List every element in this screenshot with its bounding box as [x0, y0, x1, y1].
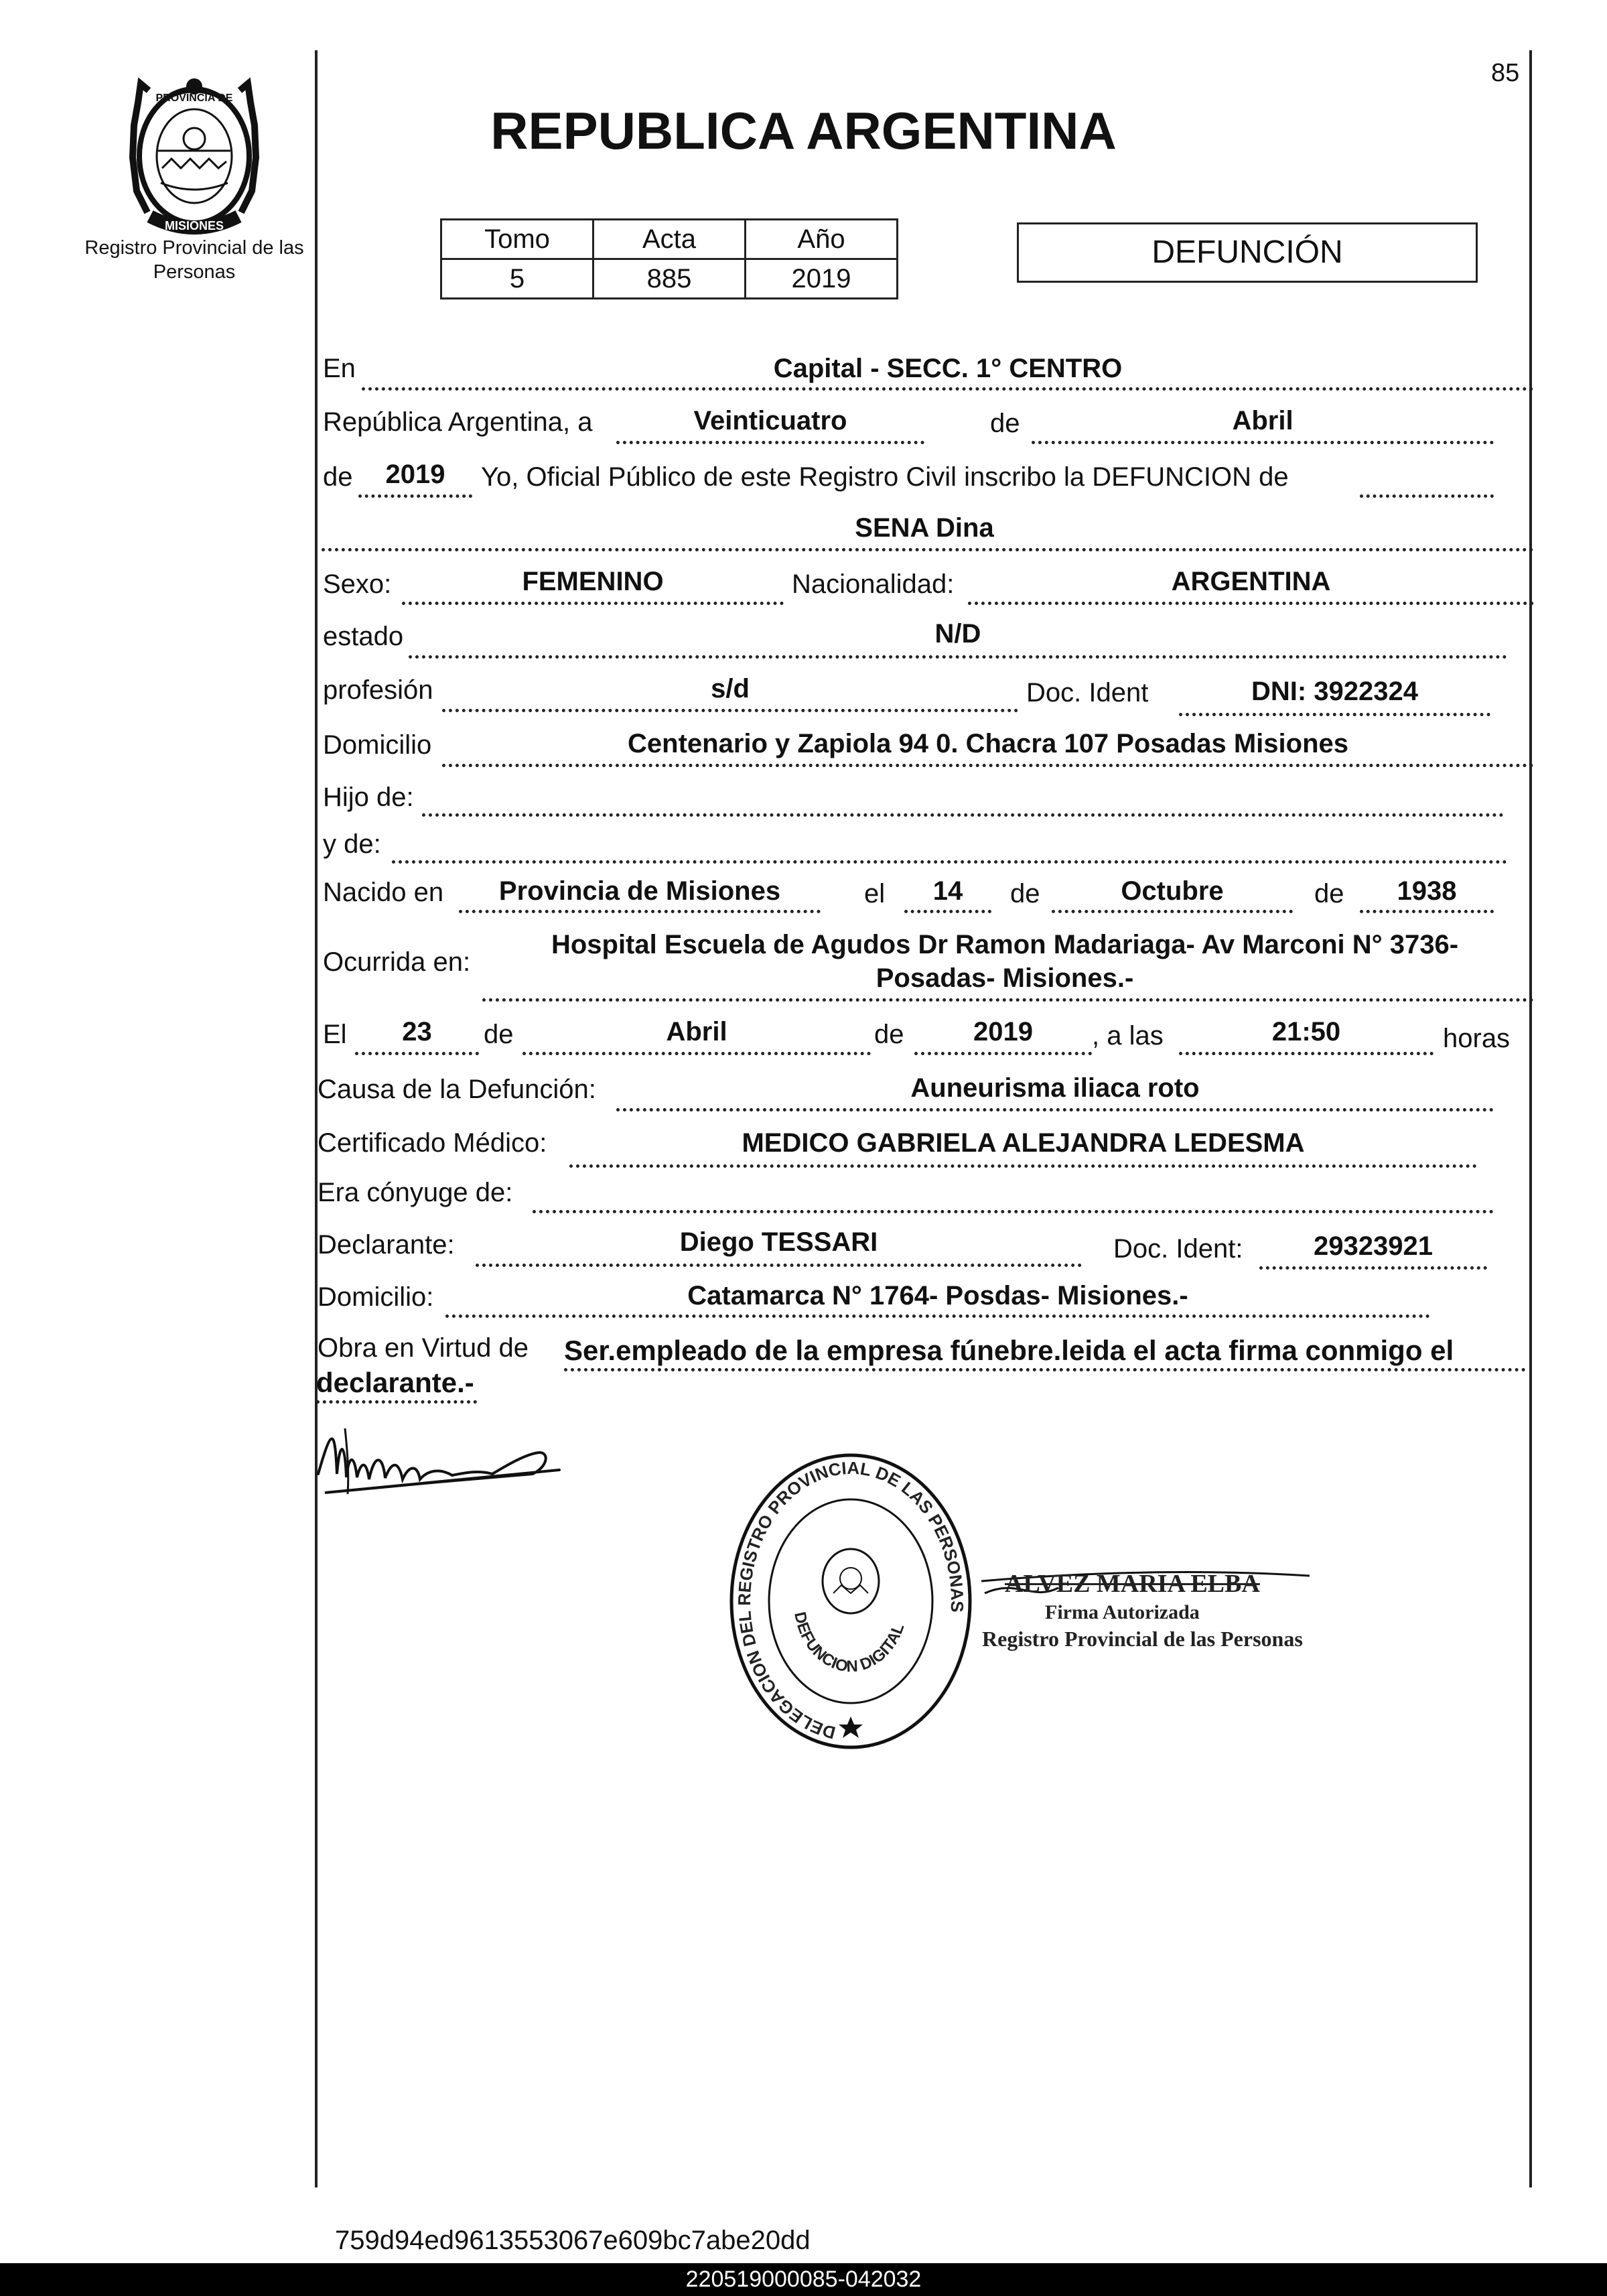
dotted-line: [322, 548, 1534, 551]
declarante-doc-value: 29323921: [1314, 1231, 1433, 1261]
document-code: 220519000085-042032: [685, 2267, 922, 2292]
record-type-box: DEFUNCIÓN: [1017, 222, 1478, 283]
label-de: de: [1314, 879, 1344, 908]
dotted-line: [362, 387, 1534, 391]
nombre-value: SENA Dina: [855, 513, 994, 543]
dotted-line: [476, 1264, 1082, 1267]
dotted-line: [358, 494, 472, 498]
label-domicilio: Domicilio: [323, 730, 432, 760]
dotted-line: [616, 441, 924, 444]
nacido-anio-value: 1938: [1397, 876, 1457, 906]
anio-label: Año: [746, 220, 898, 259]
page-number: 85: [1491, 59, 1520, 87]
label-a-las: , a las: [1092, 1021, 1164, 1051]
organization-name: Registro Provincial de las Personas: [84, 237, 304, 283]
obra-linea1: Ser.empleado de la empresa fúnebre.leida el acta firma conmigo el: [564, 1335, 1454, 1366]
dotted-line: [914, 1052, 1092, 1055]
ocurrida-linea2: Posadas- Misiones.-: [876, 963, 1134, 993]
label-estado: estado: [323, 622, 404, 651]
authority-role: Firma Autorizada: [1045, 1601, 1200, 1623]
anio-value: 2019: [385, 460, 445, 489]
dotted-line: [564, 1368, 1526, 1371]
label-profesion: profesión: [323, 675, 433, 705]
label-el-upper: El: [323, 1020, 347, 1049]
nacido-mes-value: Octubre: [1121, 876, 1224, 906]
seal-text-top: PROVINCIA DE: [155, 92, 233, 104]
label-de: de: [484, 1020, 514, 1049]
label-hijo-de: Hijo de:: [323, 783, 414, 812]
label-certificado: Certificado Médico:: [318, 1128, 547, 1158]
label-en: En: [323, 354, 356, 383]
declarante-domicilio-value: Catamarca N° 1764- Posdas- Misiones.-: [687, 1281, 1188, 1310]
obra-linea2: declarante.-: [316, 1367, 474, 1398]
label-doc-ident-declarante: Doc. Ident:: [1113, 1234, 1243, 1264]
fallecio-dia-value: 23: [402, 1017, 432, 1046]
dotted-line: [409, 655, 1507, 659]
declarant-signature: [305, 1414, 573, 1507]
label-nacionalidad: Nacionalidad:: [792, 569, 955, 599]
label-republica: República Argentina, a: [323, 407, 593, 437]
ocurrida-linea1: Hospital Escuela de Agudos Dr Ramon Madariaga- Av Marconi N° 3736-: [551, 930, 1459, 959]
tomo-value: 5: [441, 259, 593, 299]
dotted-line: [442, 764, 1534, 767]
fallecio-mes-value: Abril: [666, 1017, 727, 1046]
label-causa: Causa de la Defunción:: [318, 1075, 596, 1104]
dotted-line: [968, 602, 1534, 605]
declarante-value: Diego TESSARI: [679, 1227, 878, 1257]
tomo-label: Tomo: [441, 220, 593, 259]
nacido-en-value: Provincia de Misiones: [498, 876, 781, 906]
document-title: REPUBLICA ARGENTINA: [490, 101, 1117, 160]
label-el: el: [864, 879, 886, 908]
label-de: de: [990, 409, 1020, 438]
label-horas: horas: [1443, 1024, 1511, 1053]
anio-value: 2019: [746, 259, 898, 299]
label-de: de: [1010, 879, 1040, 908]
dotted-line: [533, 1210, 1494, 1213]
label-conyuge: Era cónyuge de:: [318, 1178, 513, 1207]
label-obra-en-virtud: Obra en Virtud de: [318, 1333, 529, 1363]
label-nacido-en: Nacido en: [323, 878, 444, 907]
dotted-line: [316, 1400, 477, 1404]
nacido-dia-value: 14: [932, 876, 963, 906]
dotted-line: [1179, 1052, 1434, 1055]
label-y-de: y de:: [323, 829, 381, 859]
stamp-inner-text: DEFUNCION DIGITAL: [790, 1610, 908, 1676]
label-domicilio-declarante: Domicilio:: [318, 1282, 434, 1312]
dotted-line: [445, 1314, 1430, 1318]
lugar-value: Capital - SECC. 1° CENTRO: [773, 354, 1123, 383]
label-yo-oficial: Yo, Oficial Público de este Registro Civil inscribo la DEFUNCION de: [481, 462, 1289, 492]
dotted-line: [1052, 910, 1293, 913]
fallecio-anio-value: 2019: [973, 1017, 1033, 1046]
dotted-line: [482, 998, 1534, 1002]
label-de: de: [323, 462, 353, 492]
label-ocurrida-en: Ocurrida en:: [323, 947, 471, 977]
mes-value: Abril: [1232, 406, 1294, 435]
dotted-line: [402, 602, 784, 605]
seal-text-bottom: MISIONES: [164, 219, 224, 232]
dotted-line: [522, 1052, 871, 1055]
domicilio-value: Centenario y Zapiola 94 0. Chacra 107 Posadas Misiones: [628, 729, 1348, 758]
doc-ident-value: DNI: 3922324: [1251, 677, 1419, 706]
authority-name: ALVEZ MARIA ELBA: [1005, 1570, 1260, 1598]
dotted-line: [1179, 713, 1490, 716]
sexo-value: FEMENINO: [522, 567, 664, 596]
dotted-line: [569, 1164, 1477, 1168]
dia-letras-value: Veinticuatro: [693, 406, 847, 435]
acta-value: 885: [593, 259, 746, 299]
left-margin-line: [315, 50, 318, 2187]
dotted-line: [904, 910, 991, 913]
authority-office: Registro Provincial de las Personas: [982, 1627, 1303, 1651]
dotted-line: [442, 709, 1018, 712]
official-stamp: [723, 1447, 978, 1755]
causa-value: Auneurisma iliaca roto: [910, 1073, 1200, 1103]
label-doc-ident: Doc. Ident: [1026, 678, 1149, 707]
profesion-value: s/d: [711, 674, 750, 703]
label-de: de: [874, 1020, 904, 1049]
label-declarante: Declarante:: [318, 1230, 455, 1260]
record-reference-table: [440, 218, 898, 299]
document-hash: 759d94ed9613553067e609bc7abe20dd: [335, 2226, 811, 2255]
dotted-line: [616, 1108, 1494, 1111]
dotted-line: [1032, 441, 1494, 444]
estado-value: N/D: [934, 619, 981, 649]
stamp-outer-text: DELEGACION DEL REGISTRO PROVINCIAL DE LAS PERSONAS: [733, 1457, 968, 1743]
acta-label: Acta: [593, 220, 746, 259]
dotted-line: [459, 910, 821, 913]
hora-value: 21:50: [1271, 1017, 1341, 1046]
dotted-line: [1360, 494, 1494, 498]
dotted-line: [422, 813, 1504, 817]
dotted-line: [355, 1052, 479, 1055]
footer-bar: [0, 2263, 1607, 2296]
dotted-line: [1360, 910, 1494, 913]
dotted-line: [392, 860, 1507, 864]
label-sexo: Sexo:: [323, 569, 392, 599]
certificado-value: MEDICO GABRIELA ALEJANDRA LEDESMA: [742, 1128, 1305, 1158]
dotted-line: [1259, 1266, 1487, 1270]
nacionalidad-value: ARGENTINA: [1171, 567, 1331, 596]
